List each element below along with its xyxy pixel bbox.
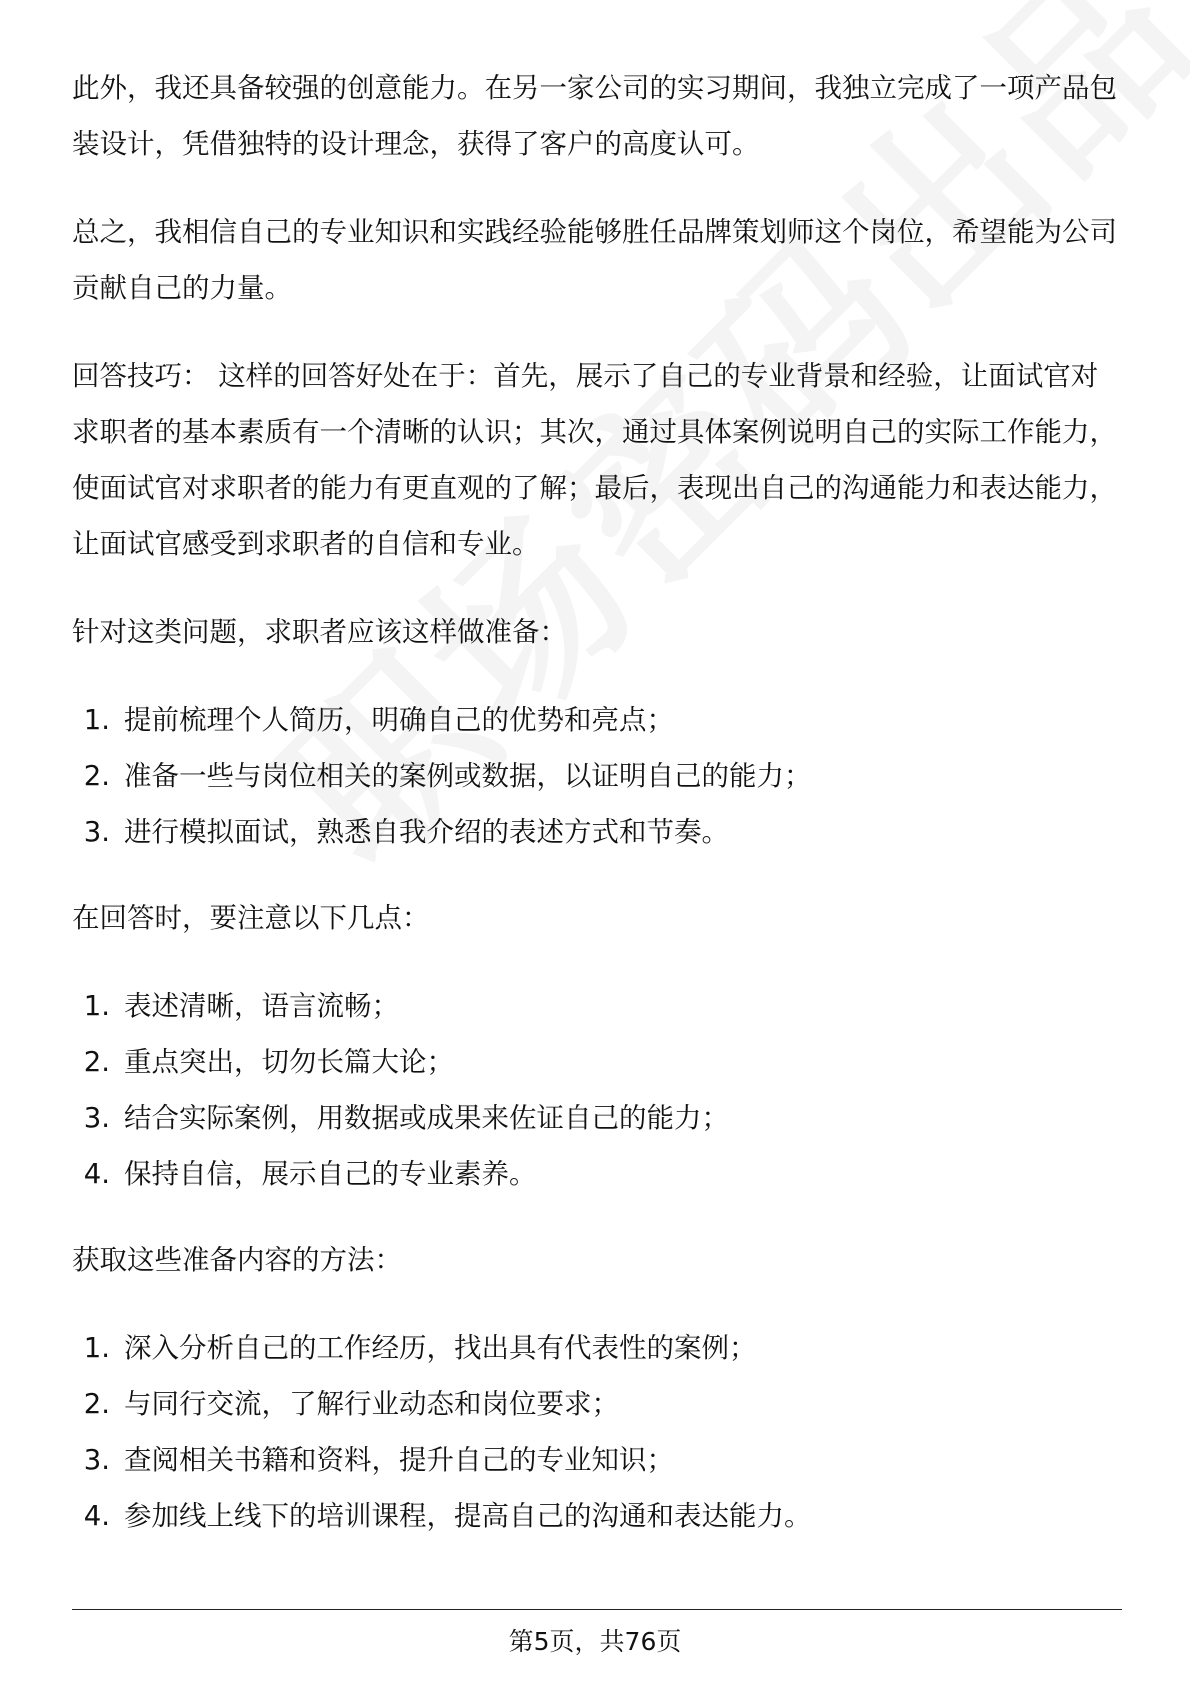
list-item xyxy=(72,692,1122,748)
list-number: 2. xyxy=(83,1046,110,1078)
list-number: 3. xyxy=(83,1444,110,1476)
list-number: 1. xyxy=(83,1332,110,1364)
list-text: 参加线上线下的培训课程，提高自己的沟通和表达能力。 xyxy=(124,1500,812,1532)
section-heading-attention: 在回答时，要注意以下几点： xyxy=(72,902,430,934)
list-item xyxy=(72,1432,1122,1488)
methods-list xyxy=(72,1320,1122,1544)
list-text: 表述清晰，语言流畅； xyxy=(124,990,399,1022)
list-item xyxy=(72,1376,1122,1432)
list-item xyxy=(72,1320,1122,1376)
list-number: 3. xyxy=(83,1102,110,1134)
list-text: 查阅相关书籍和资料，提升自己的专业知识； xyxy=(124,1444,674,1476)
list-number: 4. xyxy=(83,1158,110,1190)
footer-divider xyxy=(72,1609,1122,1610)
paragraph-conclusion: 总之，我相信自己的专业知识和实践经验能够胜任品牌策划师这个岗位，希望能为公司贡献自己的力量。 xyxy=(72,216,1117,304)
list-number: 3. xyxy=(83,816,110,848)
list-number: 4. xyxy=(83,1500,110,1532)
list-item xyxy=(72,1146,1122,1202)
list-text: 与同行交流，了解行业动态和岗位要求； xyxy=(124,1388,619,1420)
list-text: 保持自信，展示自己的专业素养。 xyxy=(124,1158,537,1190)
page-number: 第5页，共76页 xyxy=(508,1627,682,1656)
document-body xyxy=(72,60,1122,1574)
list-item xyxy=(72,1090,1122,1146)
attention-list xyxy=(72,978,1122,1202)
list-text: 进行模拟面试，熟悉自我介绍的表述方式和节奏。 xyxy=(124,816,729,848)
list-number: 2. xyxy=(83,1388,110,1420)
list-number: 2. xyxy=(83,760,110,792)
paragraph-creativity: 此外，我还具备较强的创意能力。在另一家公司的实习期间，我独立完成了一项产品包装设计，凭借独特的设计理念，获得了客户的高度认可。 xyxy=(72,72,1117,160)
preparation-list xyxy=(72,692,1122,860)
list-item xyxy=(72,748,1122,804)
list-number: 1. xyxy=(83,704,110,736)
list-text: 准备一些与岗位相关的案例或数据，以证明自己的能力； xyxy=(124,760,812,792)
list-text: 重点突出，切勿长篇大论； xyxy=(124,1046,454,1078)
list-item xyxy=(72,1034,1122,1090)
paragraph-answer-tips: 回答技巧： 这样的回答好处在于：首先，展示了自己的专业背景和经验，让面试官对求职者的基本素质有一个清晰的认识；其次，通过具体案例说明自己的实际工作能力，使面试官对求职者的能力有更直观的了解；最后，表现出自己的沟通能力和表达能力，让面试官感受到求职者的自信和专业。 xyxy=(72,360,1117,560)
list-text: 深入分析自己的工作经历，找出具有代表性的案例； xyxy=(124,1332,757,1364)
list-item xyxy=(72,804,1122,860)
list-text: 结合实际案例，用数据或成果来佐证自己的能力； xyxy=(124,1102,729,1134)
list-number: 1. xyxy=(83,990,110,1022)
section-heading-preparation: 针对这类问题，求职者应该这样做准备： xyxy=(72,616,567,648)
section-heading-methods: 获取这些准备内容的方法： xyxy=(72,1244,402,1276)
list-text: 提前梳理个人简历，明确自己的优势和亮点； xyxy=(124,704,674,736)
list-item xyxy=(72,978,1122,1034)
list-item xyxy=(72,1488,1122,1544)
